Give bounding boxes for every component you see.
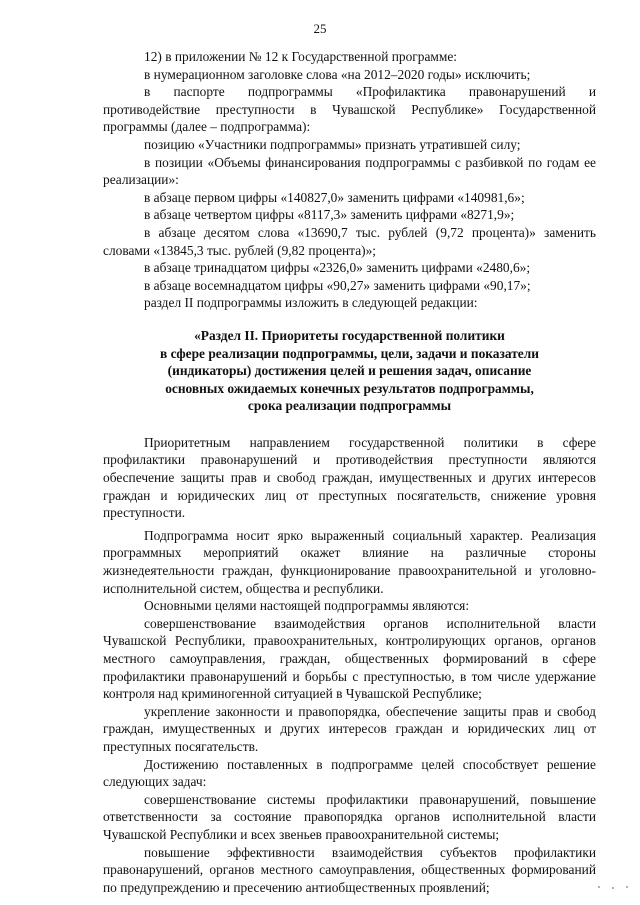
paragraph: Основными целями настоящей подпрограммы являются: [144, 598, 470, 614]
paragraph: в абзаце десятом слова «13690,7 тыс. рублей (9,72 процента)» заменить словами «13845,3 тыс. рублей (9,82 процента)»; [103, 224, 596, 258]
paragraph: укрепление законности и правопорядка, обеспечение защиты прав и свобод граждан, имущественных и других интересов граждан и юридических лиц от преступных посягательств. [103, 703, 596, 754]
paragraph: позицию «Участники подпрограммы» признать утратившей силу; [144, 136, 521, 152]
paragraph: совершенствование взаимодействия органов исполнительной власти Чувашской Республики, правоохранительных, контролирующих органов, органов местного самоуправления, граждан, общественных формирований в сфере профилактики правонарушений и борьбы с преступностью, в том числе удержание контроля над криминогенной ситуацией в Чувашской Республике; [103, 615, 596, 702]
paragraph: Достижению поставленных в подпрограмме целей способствует решение следующих задач: [103, 756, 596, 790]
heading-line: «Раздел II. Приоритеты государственной политики [194, 327, 505, 343]
paragraph: в абзаце тринадцатом цифры «2326,0» заменить цифрами «2480,6»; [144, 260, 531, 276]
paragraph: в абзаце первом цифры «140827,0» заменить цифрами «140981,6»; [144, 189, 525, 205]
document-body [103, 48, 596, 896]
heading-line: в сфере реализации подпрограммы, цели, задачи и показатели [160, 345, 539, 361]
page-number: 25 [313, 21, 327, 36]
scan-speck [612, 887, 614, 889]
paragraph: в позиции «Объемы финансирования подпрограммы с разбивкой по годам ее реализации»: [103, 154, 596, 188]
paragraph: в абзаце восемнадцатом цифры «90,27» заменить цифрами «90,17»; [144, 277, 531, 293]
section-body [103, 434, 596, 896]
heading-line: основных ожидаемых конечных результатов подпрограммы, [165, 380, 534, 396]
section-heading [103, 327, 596, 415]
heading-line: (индикаторы) достижения целей и решения задач, описание [167, 363, 532, 379]
paragraph: в паспорте подпрограммы «Профилактика правонарушений и противодействие преступности в Чувашской Республике» Государственной программы (далее – подпрограмма): [103, 84, 596, 135]
heading-line: срока реализации подпрограммы [247, 398, 452, 414]
paragraph: раздел II подпрограммы изложить в следующей редакции: [144, 295, 478, 311]
paragraph: Подпрограмма носит ярко выраженный социальный характер. Реализация программных мероприятий окажет влияние на различные стороны жизнедеятельности граждан, функционирование правоохранительной и уголовно-исполнительной систем, общества и республики. [103, 527, 596, 596]
paragraph: совершенствование системы профилактики правонарушений, повышение ответственности за состояние правопорядка органов исполнительной власти Чувашской Республики и всех звеньев правоохранительной системы; [103, 791, 596, 842]
scan-speck [626, 886, 628, 888]
paragraph: Приоритетным направлением государственной политики в сфере профилактики правонарушений и противодействия преступности являются обеспечение защиты прав и свобод граждан, имущественных и других интересов граждан и юридических лиц от преступных посягательств, снижение уровня преступности. [103, 434, 596, 521]
scan-speck [598, 886, 600, 888]
paragraph: в нумерационном заголовке слова «на 2012–2020 годы» исключить; [144, 66, 531, 82]
paragraph: повышение эффективности взаимодействия субъектов профилактики правонарушений, органов местного самоуправления, общественных формирований по предупреждению и пресечению антиобщественных проявлений; [103, 844, 596, 895]
paragraph: 12) в приложении № 12 к Государственной программе: [144, 49, 458, 64]
paragraph: в абзаце четвертом цифры «8117,3» заменить цифрами «8271,9»; [144, 207, 515, 223]
amendments-section [103, 48, 596, 312]
